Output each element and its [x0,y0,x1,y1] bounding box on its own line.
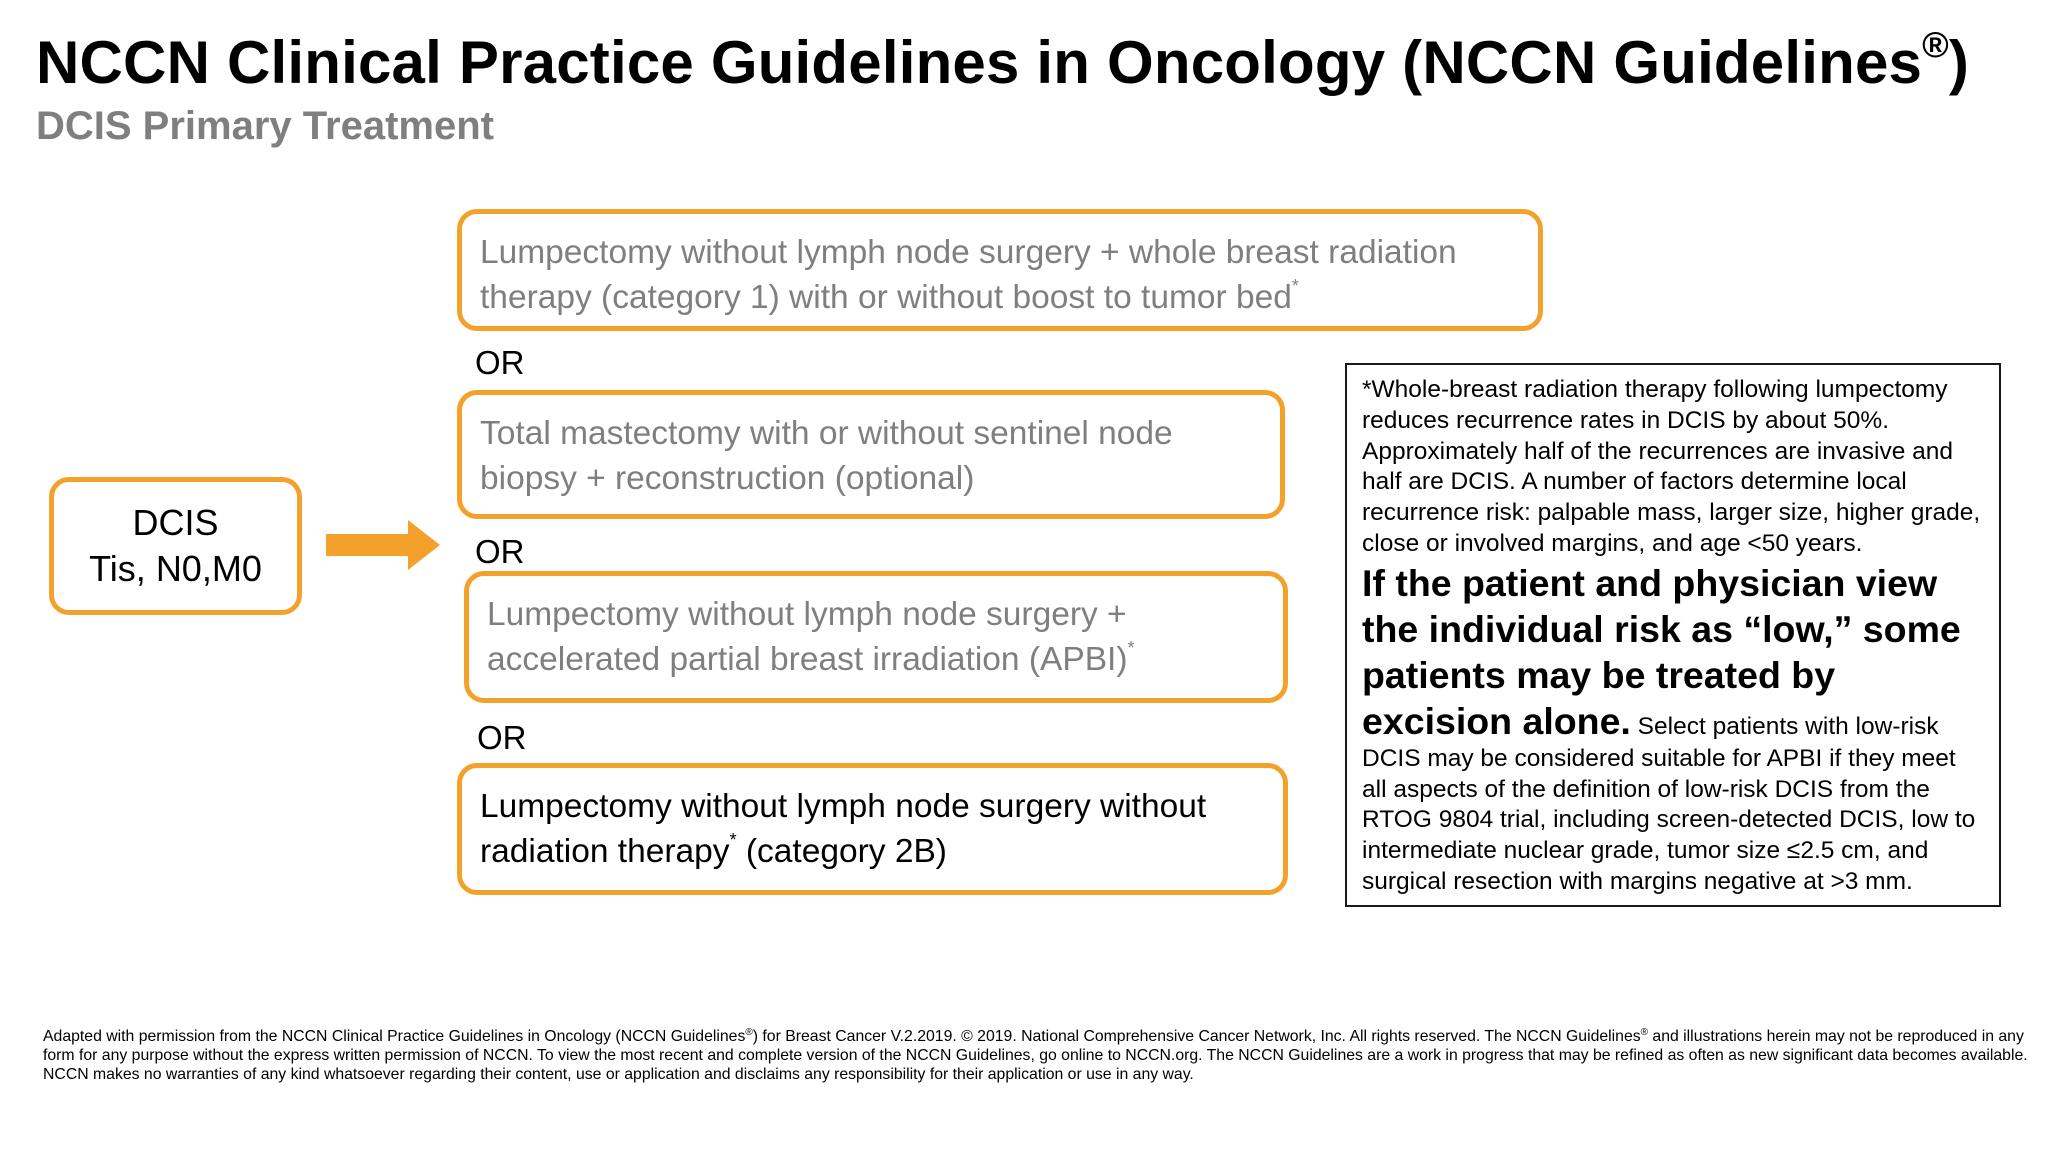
treatment-option-2 [457,390,1285,519]
footnote-body [1362,560,1985,898]
option-text: accelerated partial breast irradiation (APBI) [487,641,1128,678]
option-line-2 [480,275,1520,320]
flow-arrow-icon [326,517,442,573]
treatment-option-3 [464,571,1288,703]
or-connector: OR [475,344,525,381]
footnote-box [1345,363,2001,907]
or-connector: OR [475,533,525,570]
footer-text-1: Adapted with permission from the NCCN Clinical Practice Guidelines in Oncology (NCCN Guidelines [43,1028,746,1045]
registered-mark: ® [1922,24,1949,65]
option-category: (category 2B) [736,833,947,870]
option-line-2 [480,829,1265,874]
option-line-1: Lumpectomy without lymph node surgery + [487,596,1127,633]
option-line-1: Total mastectomy with or without sentinel node [480,415,1173,452]
footnote-marker: * [1291,276,1299,296]
footer-registered-mark: ® [745,1027,753,1038]
option-text: therapy (category 1) with or without boost to tumor bed [480,279,1292,316]
treatment-option-4 [457,763,1288,895]
page-subtitle: DCIS Primary Treatment [36,104,494,148]
option-line-1: Lumpectomy without lymph node surgery without [480,788,1207,825]
footnote-marker: * [729,830,737,850]
footer-text-3: and illustrations herein may not be reproduced in any form for any purpose without the express written permission of NCCN. To view the most recent and complete version of the NCCN Guidelines, go online to NCCN.org. The NCCN Guidelines are a work in progress that may be refined as often as new significant data becomes available. NCCN makes no warranties of any kind whatsoever regarding their content, use or application and disclaims any responsibility for their application or use in any way. [43,1028,2028,1083]
footer-registered-mark: ® [1640,1027,1649,1038]
page-title-close: ) [1948,29,1970,96]
footnote-emphasis: If the patient and physician view the individual risk as “low,” some patients may be treated by excision alone. [1362,561,1961,742]
option-line-1: Lumpectomy without lymph node surgery + whole breast radiation [480,234,1457,271]
diagnosis-box [49,477,302,615]
copyright-footer [43,1027,2033,1084]
page-title [36,24,1970,98]
or-connector: OR [477,719,527,756]
footnote-outro: Select patients with low-risk DCIS may be considered suitable for APBI if they meet all aspects of the definition of low-risk DCIS from the RTOG 9804 trial, including screen-detected DCIS, low to intermediate nuclear grade, tumor size ≤2.5 cm, and surgical resection with margins negative at >3 mm. [1362,712,1976,895]
diagnosis-stage: Tis, N0,M0 [89,548,262,589]
option-text: radiation therapy [480,833,730,870]
footnote-intro: *Whole-breast radiation therapy following lumpectomy reduces recurrence rates in DCIS by about 50%. Approximately half of the recurrences are invasive and half are DCIS. A number of factors determine local recurrence risk: palpable mass, larger size, higher grade, close or involved margins, and age <50 years. [1362,376,1981,557]
footer-text-2: ) for Breast Cancer V.2.2019. © 2019. National Comprehensive Cancer Network, Inc. All rights reserved. The NCCN Guidelines [752,1028,1641,1045]
page-title-text: NCCN Clinical Practice Guidelines in Oncology (NCCN Guidelines [36,29,1923,96]
option-line-2: biopsy + reconstruction (optional) [480,460,975,497]
footnote-marker: * [1127,638,1135,658]
option-line-2 [487,637,1265,682]
treatment-option-1 [457,209,1543,331]
diagnosis-name: DCIS [132,502,219,543]
